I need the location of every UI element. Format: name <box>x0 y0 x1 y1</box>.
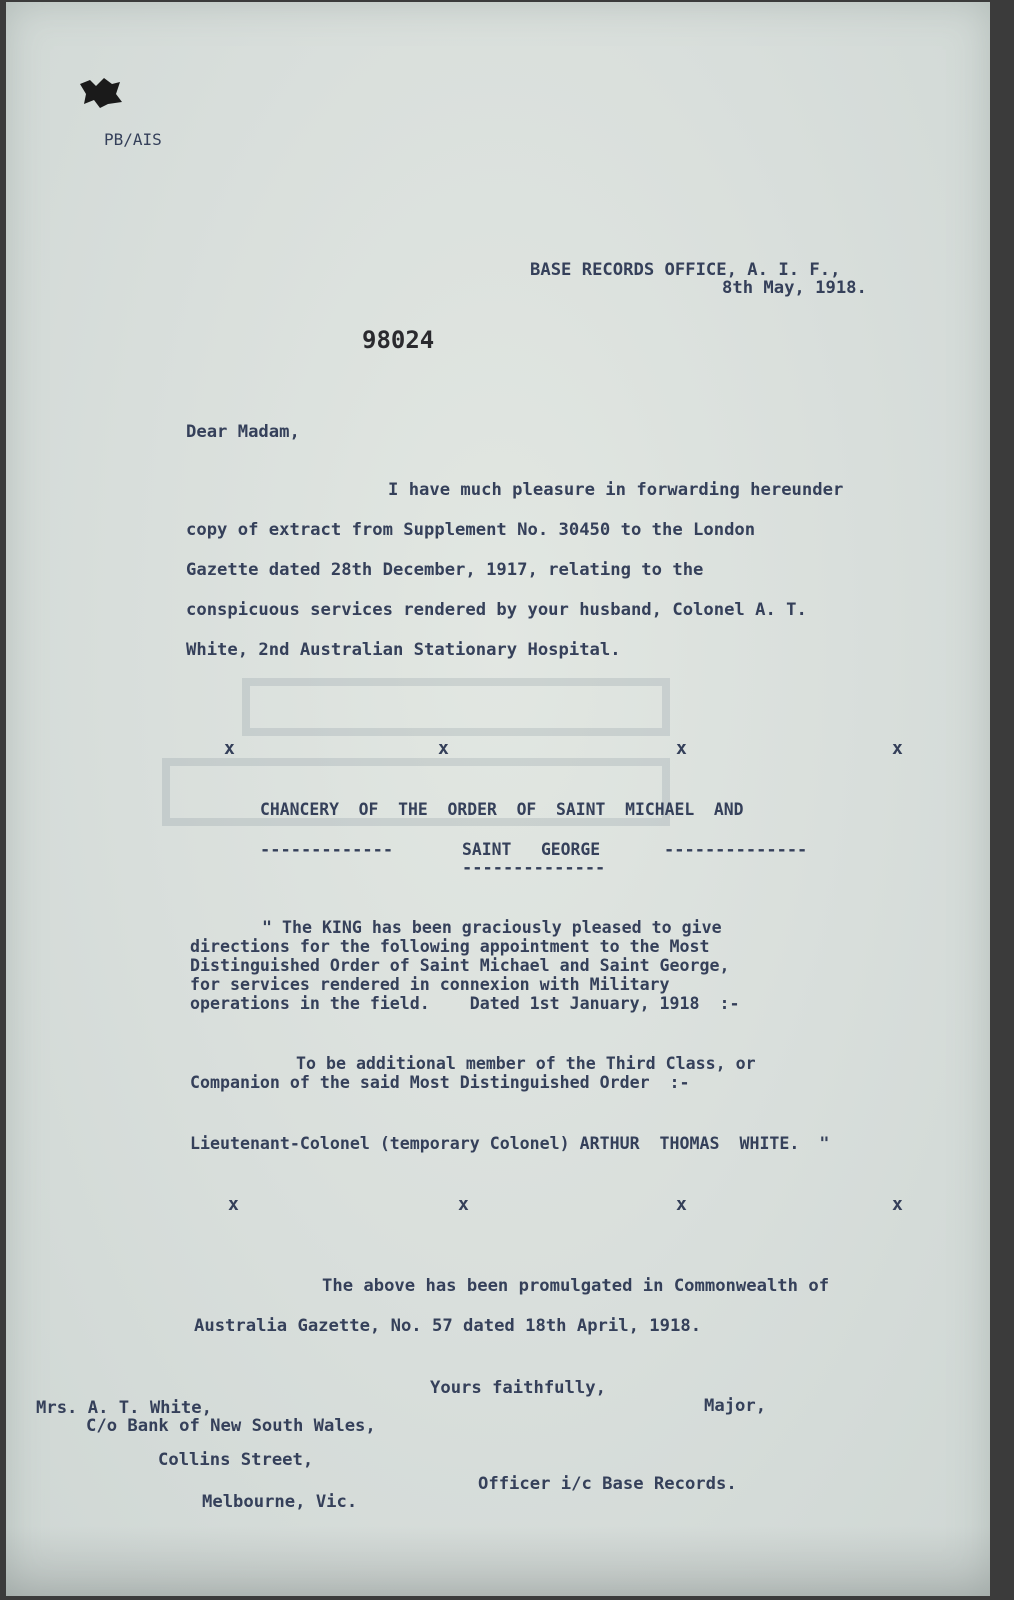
separator-x: x <box>438 738 449 759</box>
reference-code: PB/AIS <box>104 130 162 149</box>
heading-dashes-right: -------------- <box>664 840 808 860</box>
separator-x: x <box>892 1194 903 1215</box>
separator-x: x <box>228 1194 239 1215</box>
address-line-3: Collins Street, <box>158 1450 314 1470</box>
chancery-heading: CHANCERY OF THE ORDER OF SAINT MICHAEL AND <box>260 800 744 819</box>
separator-x: x <box>458 1194 469 1215</box>
intro-line-2: copy of extract from Supplement No. 30450 to the London <box>186 520 756 540</box>
letter-page <box>6 2 990 1596</box>
office-line: BASE RECORDS OFFICE, A. I. F., <box>530 260 841 280</box>
gazette-quote-line-1: " The KING has been graciously pleased to give <box>262 918 722 937</box>
promulgated-line-1: The above has been promulgated in Commonwealth of <box>322 1276 830 1296</box>
intro-line-1: I have much pleasure in forwarding hereunder <box>388 480 844 500</box>
intro-line-3: Gazette dated 28th December, 1917, relating to the <box>186 560 704 580</box>
gazette-quote-line-4: for services rendered in connexion with Military <box>190 975 670 994</box>
ink-blot-mark <box>76 74 124 110</box>
intro-line-5: White, 2nd Australian Stationary Hospital. <box>186 640 621 660</box>
separator-x: x <box>892 738 903 759</box>
address-line-1: Mrs. A. T. White, <box>36 1398 212 1418</box>
address-line-4: Melbourne, Vic. <box>202 1492 358 1512</box>
separator-x: x <box>676 1194 687 1215</box>
promulgated-line-2: Australia Gazette, No. 57 dated 18th April, 1918. <box>194 1316 702 1336</box>
address-line-2: C/o Bank of New South Wales, <box>86 1416 376 1436</box>
chancery-heading-line-2: SAINT GEORGE <box>462 840 601 859</box>
closing: Yours faithfully, <box>430 1378 606 1398</box>
gazette-quote-line-2: directions for the following appointment to the Most <box>190 937 710 956</box>
serial-number: 98024 <box>362 326 435 354</box>
heading-underline: -------------- <box>462 858 606 878</box>
honoree-line: Lieutenant-Colonel (temporary Colonel) ARTHUR THOMAS WHITE. " <box>190 1134 830 1153</box>
gazette-quote-line-3: Distinguished Order of Saint Michael and Saint George, <box>190 956 730 975</box>
signatory-rank: Major, <box>704 1396 767 1416</box>
intro-line-4: conspicuous services rendered by your husband, Colonel A. T. <box>186 600 807 620</box>
separator-x: x <box>676 738 687 759</box>
gazette-quote-line-5: operations in the field. Dated 1st January, 1918 :- <box>190 994 740 1013</box>
signatory-title: Officer i/c Base Records. <box>478 1474 737 1494</box>
appointment-line-1: To be additional member of the Third Class, or <box>296 1054 756 1073</box>
salutation: Dear Madam, <box>186 422 300 442</box>
separator-x: x <box>224 738 235 759</box>
letter-date: 8th May, 1918. <box>722 278 867 298</box>
appointment-line-2: Companion of the said Most Distinguished Order :- <box>190 1073 690 1092</box>
heading-dashes-left: ------------- <box>260 840 394 860</box>
